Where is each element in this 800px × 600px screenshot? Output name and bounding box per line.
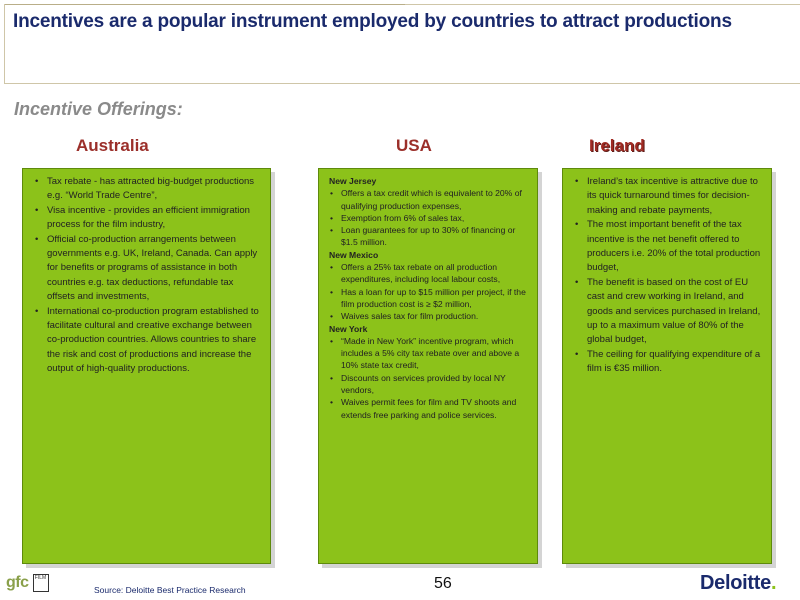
slide-title: Incentives are a popular instrument employed by countries to attract productions (13, 11, 732, 32)
heading-usa: USA (396, 136, 432, 155)
heading-ireland: Ireland (589, 136, 645, 155)
new-york-list (325, 335, 531, 421)
list-item: • “Made in New York” incentive program, which includes a 5% city tax rebate over and above a 10% state tax credit, (325, 335, 531, 372)
section-subtitle: Incentive Offerings: (14, 99, 183, 119)
list-item: • Ireland’s tax incentive is attractive due to its quick turnaround times for decision-making and rebate payments, (569, 175, 765, 218)
source-note: Source: Deloitte Best Practice Research (94, 585, 246, 595)
gfc-logo (6, 574, 49, 592)
deloitte-logo (700, 572, 776, 595)
list-item: • Offers a tax credit which is equivalent to 20% of qualifying production expenses, (325, 187, 531, 212)
list-item: • Official co-production arrangements between governments e.g. UK, Ireland, Canada. Can apply for benefits or programs of assistance in both countries e.g. tax deductions, refundable tax offsets and investments, (29, 233, 262, 305)
list-item: • Waives permit fees for film and TV shoots and extends free parking and police services. (325, 396, 531, 421)
list-item: • Discounts on services provided by local NY vendors, (325, 372, 531, 397)
list-item: • International co-production program established to facilitate cultural and creative exchange between co-production countries. Allows countries to share the risk and cost of productions and increase the output of high-quality productions. (29, 305, 262, 377)
new-mexico-list (325, 261, 531, 322)
new-jersey-list (325, 187, 531, 248)
list-item: • The most important benefit of the tax incentive is the net benefit offered to producers i.e. 20% of the total production budget, (569, 218, 765, 276)
list-item: • Waives sales tax for film production. (325, 310, 531, 322)
list-item: • Has a loan for up to $15 million per project, if the film production cost is ≥ $2 million, (325, 286, 531, 311)
page-number: 56 (434, 575, 452, 592)
state-heading-new-york: New York (329, 323, 368, 334)
list-item: • Loan guarantees for up to 30% of financing or $1.5 million. (325, 224, 531, 249)
list-item: • The ceiling for qualifying expenditure of a film is €35 million. (569, 348, 765, 377)
australia-panel (22, 168, 271, 564)
brand-name: Deloitte (700, 572, 771, 594)
brand-dot: . (770, 572, 777, 594)
list-item: • Tax rebate - has attracted big-budget productions e.g. “World Trade Centre”, (29, 175, 262, 204)
list-item: • Exemption from 6% of sales tax, (325, 212, 531, 224)
list-item: • Visa incentive - provides an efficient immigration process for the film industry, (29, 204, 262, 233)
ireland-panel (562, 168, 772, 564)
film-badge-icon: FILM (33, 574, 49, 592)
state-heading-new-jersey: New Jersey (329, 176, 377, 186)
heading-australia: Australia (76, 136, 149, 155)
list-item: • Offers a 25% tax rebate on all production expenditures, including local labour costs, (325, 261, 531, 286)
state-heading-new-mexico: New Mexico (329, 249, 379, 260)
gfc-logo-text: gfc (6, 574, 29, 591)
ireland-list (569, 175, 765, 377)
australia-list (29, 175, 262, 377)
title-bar (4, 4, 800, 84)
usa-panel (318, 168, 538, 564)
list-item: • The benefit is based on the cost of EU cast and crew working in Ireland, and goods and services purchased in Ireland, up to a maximum value of 80% of the global budget, (569, 276, 765, 348)
